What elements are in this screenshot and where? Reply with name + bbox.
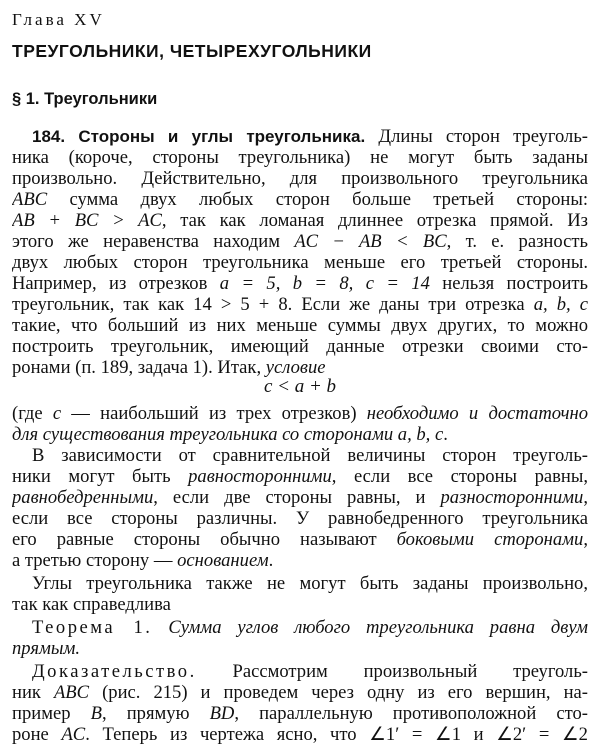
p184-line-3: произвольно. Действительно, для произвольного треугольника: [12, 168, 588, 189]
p184-line-4: ABC сумма двух любых сторон больше третьей стороны:: [12, 189, 588, 210]
after-line-1: (где c — наибольший из трех отрезков) необходимо и достаточно: [12, 403, 588, 424]
p184-line-9: треугольник, так как 14 > 5 + 8. Если же даны три отрезка a, b, c: [12, 294, 588, 315]
proof-line-1: Доказательство. Рассмотрим произвольный треуголь-: [32, 661, 588, 682]
theorem-line-1: Теорема 1. Сумма углов любого треугольника равна двум: [32, 617, 588, 638]
p184-heading: 184. Стороны и углы треугольника.: [32, 127, 366, 146]
p3-line-1: Углы треугольника также не могут быть заданы произвольно,: [32, 573, 588, 594]
after-line-2: для существования треугольника со сторонами a, b, c.: [12, 424, 448, 445]
p184-line-6: этого же неравенства находим AC − AB < BC, т. е. разность: [12, 231, 588, 252]
p184-line-5: AB + BC > AC, так как ломаная длиннее отрезка прямой. Из: [12, 210, 588, 231]
section-title: § 1. Треугольники: [12, 90, 158, 108]
theorem-line-2: прямым.: [12, 638, 80, 659]
p184-line-7: двух любых сторон треугольника меньше его третьей стороны.: [12, 252, 588, 273]
proof-line-4: роне AC. Теперь из чертежа ясно, что ∠1′ = ∠1 и ∠2′ = ∠2: [12, 724, 588, 745]
p2-line-4: если все стороны различны. У равнобедренного треугольника: [12, 508, 588, 529]
proof-line-2: ник ABC (рис. 215) и проведем через одну из его вершин, на-: [12, 682, 588, 703]
theorem-label: Теорема 1.: [32, 617, 153, 638]
p184-line-2: ника (короче, стороны треугольника) не могут быть заданы: [12, 147, 588, 168]
p184-line-11: построить треугольник, имеющий данные отрезки своими сто-: [12, 336, 588, 357]
p2-line-1: В зависимости от сравнительной величины сторон треуголь-: [32, 445, 588, 466]
p184-line-12: ронами (п. 189, задача 1). Итак, условие: [12, 357, 326, 378]
p2-line-3: равнобедренными, если две стороны равны, и разносторонними,: [12, 487, 588, 508]
chapter-title: ТРЕУГОЛЬНИКИ, ЧЕТЫРЕХУГОЛЬНИКИ: [12, 41, 372, 61]
proof-label: Доказательство.: [32, 661, 197, 682]
p184-line-10: такие, что больший из них меньше суммы двух других, то можно: [12, 315, 588, 336]
chapter-label: Глава XV: [12, 10, 105, 29]
formula: c < a + b: [263, 376, 337, 397]
p184-line-1: 184. Стороны и углы треугольника. Длины сторон треуголь-: [32, 126, 588, 147]
p2-line-2: ники могут быть равносторонними, если все стороны равны,: [12, 466, 588, 487]
p184-line-8: Например, из отрезков a = 5, b = 8, c = 14 нельзя построить: [12, 273, 588, 294]
p3-line-2: так как справедлива: [12, 594, 171, 615]
proof-line-3: пример B, прямую BD, параллельную противоположной сто-: [12, 703, 588, 724]
p2-line-5: его равные стороны обычно называют боковыми сторонами,: [12, 529, 588, 550]
p2-line-6: а третью сторону — основанием.: [12, 550, 274, 571]
